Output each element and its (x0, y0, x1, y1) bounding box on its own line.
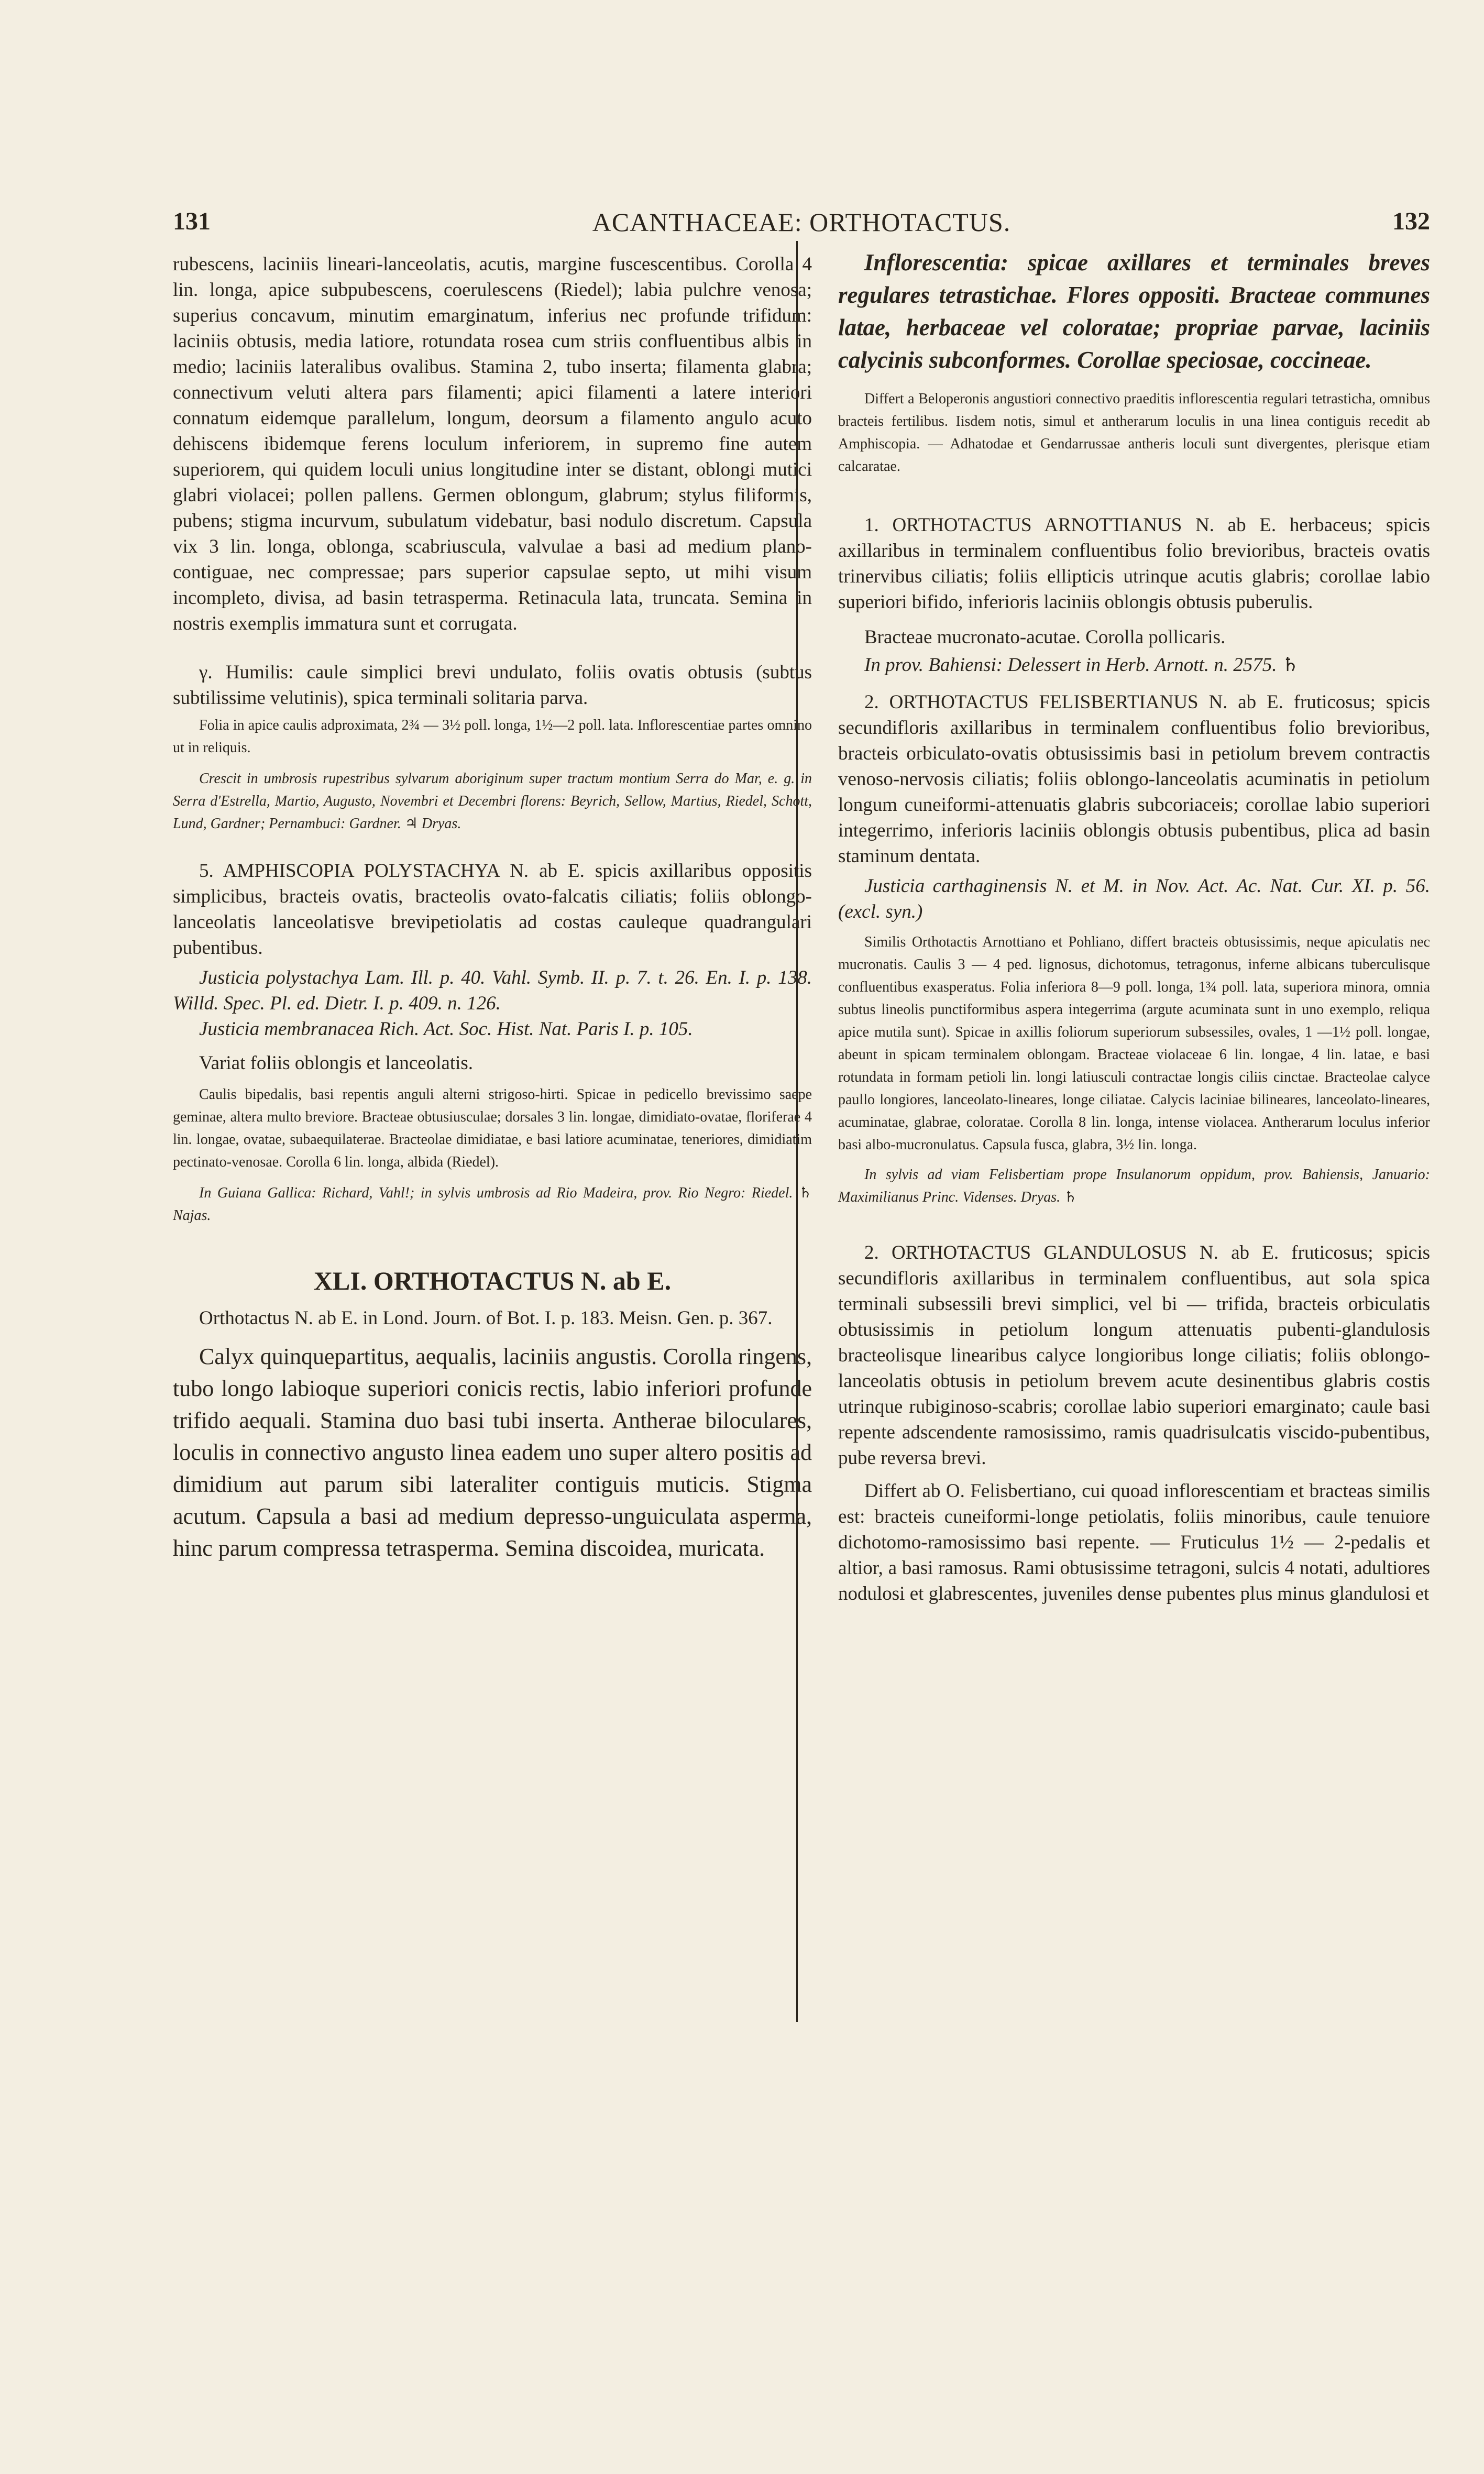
locality: In sylvis ad viam Felisbertiam prope Insulanorum oppidum, prov. Bahiensis, Januario: Maximilianus Princ. Videnses. Dryas. ♄ (838, 1167, 1430, 1205)
paragraph: Differt ab O. Felisbertiano, cui quoad inflorescentiam et bracteas similis est: bracteis cuneiformi-longe petiolatis, foliis minoribus, caule tenuiore dichotomo-ramosissimo basi repente. — Fruticulus 1½ — 2-pedalis et altior, a basi ramosus. Rami obtusissime tetragoni, sulcis 4 notati, adultiores nodulosi et glabrescentes, juveniles dense pubentes plus minus glandulosi et (838, 1480, 1430, 1604)
species-arnottianus: 1. ORTHOTACTUS ARNOTTIANUS N. ab E. herbaceus; spicis axillaribus in terminalem confluentibus folio brevioribus, bracteis ovatis trinervibus ciliatis; foliis ellipticis utrinque acutis glabris; corollae labio superiori bifido, inferioris laciniis oblongis obtusis puberulis. (838, 514, 1430, 613)
page-number-left: 131 (173, 207, 211, 235)
paragraph: Bracteae mucronato-acutae. Corolla pollicaris. (864, 626, 1226, 648)
species-amphiscopia: 5. AMPHISCOPIA POLYSTACHYA N. ab E. spicis axillaribus oppositis simplicibus, bracteis ovatis, bracteolis ovato-falcatis ciliatis; foliis oblongo-lanceolatis lanceolatisve brevipetiolatis ad costas cauleque quadrangulari pubentibus. (173, 860, 812, 959)
page-header (173, 207, 1430, 238)
page-number-right: 132 (1392, 207, 1430, 235)
species-felisbertianus: 2. ORTHOTACTUS FELISBERTIANUS N. ab E. fruticosus; spicis secundifloris axillaribus in terminalem confluentibus folio brevioribus, bracteis orbiculato-ovatis obtusissimis basi in petiolum brevem contractis venoso-nervosis ciliatis; foliis oblongo-lanceolatis acuminatis in petiolum longum cuneiformi-attenuatis glabris subcoriaceis; corollae labio superiori integerrimo, inferioris laciniis oblongis obtusis pubentibus, plica ad basin staminum dentata. (838, 691, 1430, 867)
synonym: Justicia membranacea Rich. Act. Soc. Hist. Nat. Paris I. p. 105. (199, 1018, 693, 1040)
left-column (173, 251, 812, 1564)
paragraph: rubescens, laciniis lineari-lanceolatis, acutis, margine fuscescentibus. Corolla 4 lin. longa, apice subpubescens, coerulescens (Riedel); labia pulchre venosa; superius concavum, minutim emarginatum, inferius nec profunde trifidum: laciniis obtusis, media latiore, rotundata rosea cum striis confluentibus albis in medio; laciniis lateralibus ovalibus. Stamina 2, tubo inserta; filamenta glabra; connectivum veluti altera pars filamenti; apici filamenti a latere interiori connatum eidemque parallelum, longum, deorsum a filamento angulo acuto dehiscens ibidemque ferens loculum inferiorem, in supremo fine autem superiorem, qui quidem loculi unius longitudine inter se distant, oblongi mutici glabri violacei; pollen pallens. Germen oblongum, glabrum; stylus filiformis, pubens; stigma incurvum, subulatum videbatur, basi nodulo discretum. Capsula vix 3 lin. longa, oblonga, scabriuscula, valvulae a basi ad medium plano-contiguae, nec compressae; pars superior capsulae septo, ut mihi visum incompleto, divisa, ad basin tetrasperma. Retinacula lata, truncata. Semina in nostris exemplis immatura sunt et corrugata. (173, 254, 812, 634)
variety-gamma: γ. Humilis: caule simplici brevi undulato, foliis ovatis obtusis (subtus subtilissime velutinis), spica terminali solitaria parva. (173, 662, 812, 709)
locality: Crescit in umbrosis rupestribus sylvarum aboriginum super tractum montium Serra do Mar, e. g. in Serra d'Estrella, Martio, Augusto, Novembri et Decembri florens: Beyrich, Sellow, Martius, Riedel, Schott, Lund, Gardner; Pernambuci: Gardner. ♃ Dryas. (173, 771, 812, 832)
synonym: Justicia carthaginensis N. et M. in Nov. Act. Ac. Nat. Cur. XI. p. 56. (excl. syn.) (838, 875, 1430, 922)
small-note: Folia in apice caulis adproximata, 2¾ — 3½ poll. longa, 1½—2 poll. lata. Inflorescentiae partes omnino ut in reliquis. (173, 717, 812, 756)
genus-description: Calyx quinquepartitus, aequalis, laciniis angustis. Corolla ringens, tubo longo labioque superiori conicis rectis, labio inferiori profunde trifido aequali. Stamina duo basi tubi inserta. Antherae biloculares, loculis in connectivo angusto linea eadem uno super altero positis ad dimidium aut parum sibi lateraliter contiguis muticis. Stigma acutum. Capsula a basi ad medium depresso-unguiculata asperma, hinc parum compressa tetrasperma. Semina discoidea, muricata. (173, 1344, 812, 1561)
running-title: ACANTHACEAE: ORTHOTACTUS. (592, 207, 1011, 237)
small-note: Similis Orthotactis Arnottiano et Pohliano, differt bracteis obtusissimis, neque apiculatis nec mucronatis. Caulis 3 — 4 ped. lignosus, dichotomus, tetragonus, inferne albicans tuberculisque confluentibus exasperatus. Folia inferiora 8—9 poll. longa, 1¾ poll. lata, superiora minora, omnia subtus lineolis punctiformibus aspera integerrima (argute acuminata sunt in uno exemplo, reliqua apice mutila sunt). Spicae in axillis foliorum superiorum subsessiles, ovales, 1 —1½ poll. longae, abeunt in spicam terminalem oblongam. Bracteae violaceae 6 lin. longae, 4 lin. latae, e basi rotundata in formam petioli lin. longi latiusculi contractae longis ciliis cinctae. Bracteolae calyce paullo longiores, lanceolato-lineares, longe ciliatae. Calycis laciniae bilineares, lanceolato-lineares, acuminatae, glabrae, coloratae. Corolla 8 lin. longa, intense violacea. Antherarum loculus inferior basi albo-mucronulatus. Capsula fusca, glabra, 3½ lin. longa. (838, 934, 1430, 1153)
small-note: Differt a Beloperonis angustiori connectivo praeditis inflorescentia regulari tetrasticha, omnibus bracteis fertilibus. Iisdem notis, simul et antherarum loculis in una linea contiguis recedit ab Amphiscopia. — Adhatodae et Gendarrussae antheris loculi sunt divergentes, plerisque etiam calcaratae. (838, 391, 1430, 475)
paragraph: Variat foliis oblongis et lanceolatis. (199, 1052, 474, 1074)
species-glandulosus: 2. ORTHOTACTUS GLANDULOSUS N. ab E. fruticosus; spicis secundifloris axillaribus in terminalem confluentibus, aut sola spica terminali subsessili brevi simplici, vel bi — trifida, bracteis orbiculatis obtusissimis in petiolum longum attenuatis pubenti-glandulosis bracteolisque linearibus calyce longioribus longe ciliatis; foliis oblongo-lanceolatis obtusis in petiolum brevem acute desinentibus glabris costis utrinque rubiginoso-scabris; corollae labio superiori emarginato; caule basi repente adscendente ramosissimo, ramis quadrisulcatis viscido-pubentibus, pube reversa brevi. (838, 1242, 1430, 1469)
right-column (838, 246, 1430, 1607)
locality: In prov. Bahiensi: Delessert in Herb. Arnott. n. 2575. ♄ (864, 654, 1299, 676)
locality: In Guiana Gallica: Richard, Vahl!; in sylvis umbrosis ad Rio Madeira, prov. Rio Negro: Riedel. ♄ Najas. (173, 1185, 812, 1224)
small-note: Caulis bipedalis, basi repentis anguli alterni strigoso-hirti. Spicae in pedicello brevissimo saepe geminae, altera multo breviore. Bracteae obtusiusculae; dorsales 3 lin. longae, dimidiato-ovatae, floriferae 4 lin. longae, ovatae, subaequilaterae. Bracteolae dimidiatae, e basi latiore acuminatae, teneriores, dimidiatim pectinato-venosae. Corolla 6 lin. longa, albida (Riedel). (173, 1086, 812, 1170)
genus-title: XLI. ORTHOTACTUS N. ab E. (313, 1266, 672, 1295)
genus-citation: Orthotactus N. ab E. in Lond. Journ. of Bot. I. p. 183. Meisn. Gen. p. 367. (199, 1307, 773, 1329)
inflorescentia: Inflorescentia: spicae axillares et terminales breves regulares tetrastichae. Flores oppositi. Bracteae communes latae, herbaceae vel coloratae; propriae parvae, laciniis calycinis subconformes. Corollae speciosae, coccineae. (838, 249, 1430, 373)
synonym: Justicia polystachya Lam. Ill. p. 40. Vahl. Symb. II. p. 7. t. 26. En. I. p. 138. Willd. Spec. Pl. ed. Dietr. I. p. 409. n. 126. (173, 967, 812, 1014)
